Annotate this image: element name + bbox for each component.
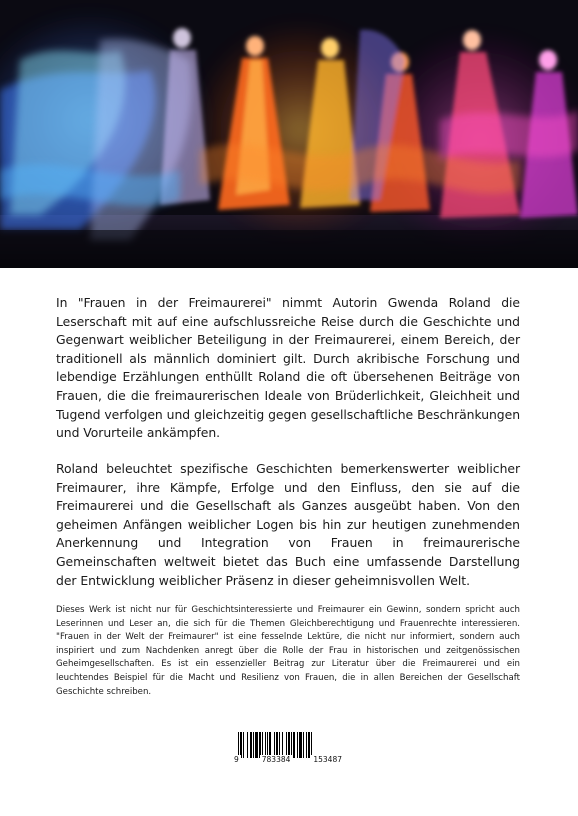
description-paragraph-3: Dieses Werk ist nicht nur für Geschichtsinteressierte und Freimaurer ein Gewinn, sondern spricht auch Leserinnen und Leser an, die sich für die Themen Gleichberechtigung und Frauenrechte interessieren. "Frauen in der Welt der Freimaurer" ist eine fesselnde Lektüre, die nicht nur informiert, sondern auch inspiriert und zum Nachdenken anregt über die Rolle der Frau in historischen und zeitgenössischen Geheimgesellschaften. Es ist ein essenzieller Beitrag zur Literatur über die Freimaurerei und ein leuchtendes Beispiel für die Macht und Resilienz von Frauen, die in allen Bereichen der Gesellschaft Geschichte schreiben. — [56, 605, 520, 697]
dancers-motion-blur-illustration — [0, 0, 578, 268]
barcode-digit-group-1: 783384 — [261, 755, 291, 764]
isbn-barcode — [236, 732, 340, 772]
barcode-digit-group-2: 153487 — [313, 755, 342, 764]
barcode-digits — [232, 755, 344, 764]
description-paragraph-2: Roland beleuchtet spezifische Geschichten bemerkenswerter weiblicher Freimaurer, ihre Kämpfe, Erfolge und den Einfluss, den sie auf die Freimaurerei und die Gesellschaft als Ganzes ausgeübt haben. Von den geheimen Anfängen weiblicher Logen bis hin zur heutigen zunehmenden Anerkennung und Integration von Frauen in freimaurerische Gemeinschaften weltweit bietet das Buch eine umfassende Darstellung der Entwicklung weiblicher Präsenz in dieser geheimnisvollen Welt. — [56, 461, 520, 588]
cover-image — [0, 0, 578, 268]
description-paragraph-1: In "Frauen in der Freimaurerei" nimmt Autorin Gwenda Roland die Leserschaft mit auf eine aufschlussreiche Reise durch die Geschichte und Gegenwart weiblicher Beteiligung in der Freimaurerei, einem Bereich, der traditionell als männlich dominiert gilt. Durch akribische Forschung und lebendige Erzählungen enthüllt Roland die oft übersehenen Beiträge von Frauen, die die freimaurerischen Ideale von Brüderlichkeit, Gleichheit und Tugend verfolgen und gleichzeitig gegen gesellschaftliche Beschränkungen und Vorurteile ankämpfen. — [56, 295, 520, 441]
barcode-digit-lead: 9 — [234, 755, 239, 764]
